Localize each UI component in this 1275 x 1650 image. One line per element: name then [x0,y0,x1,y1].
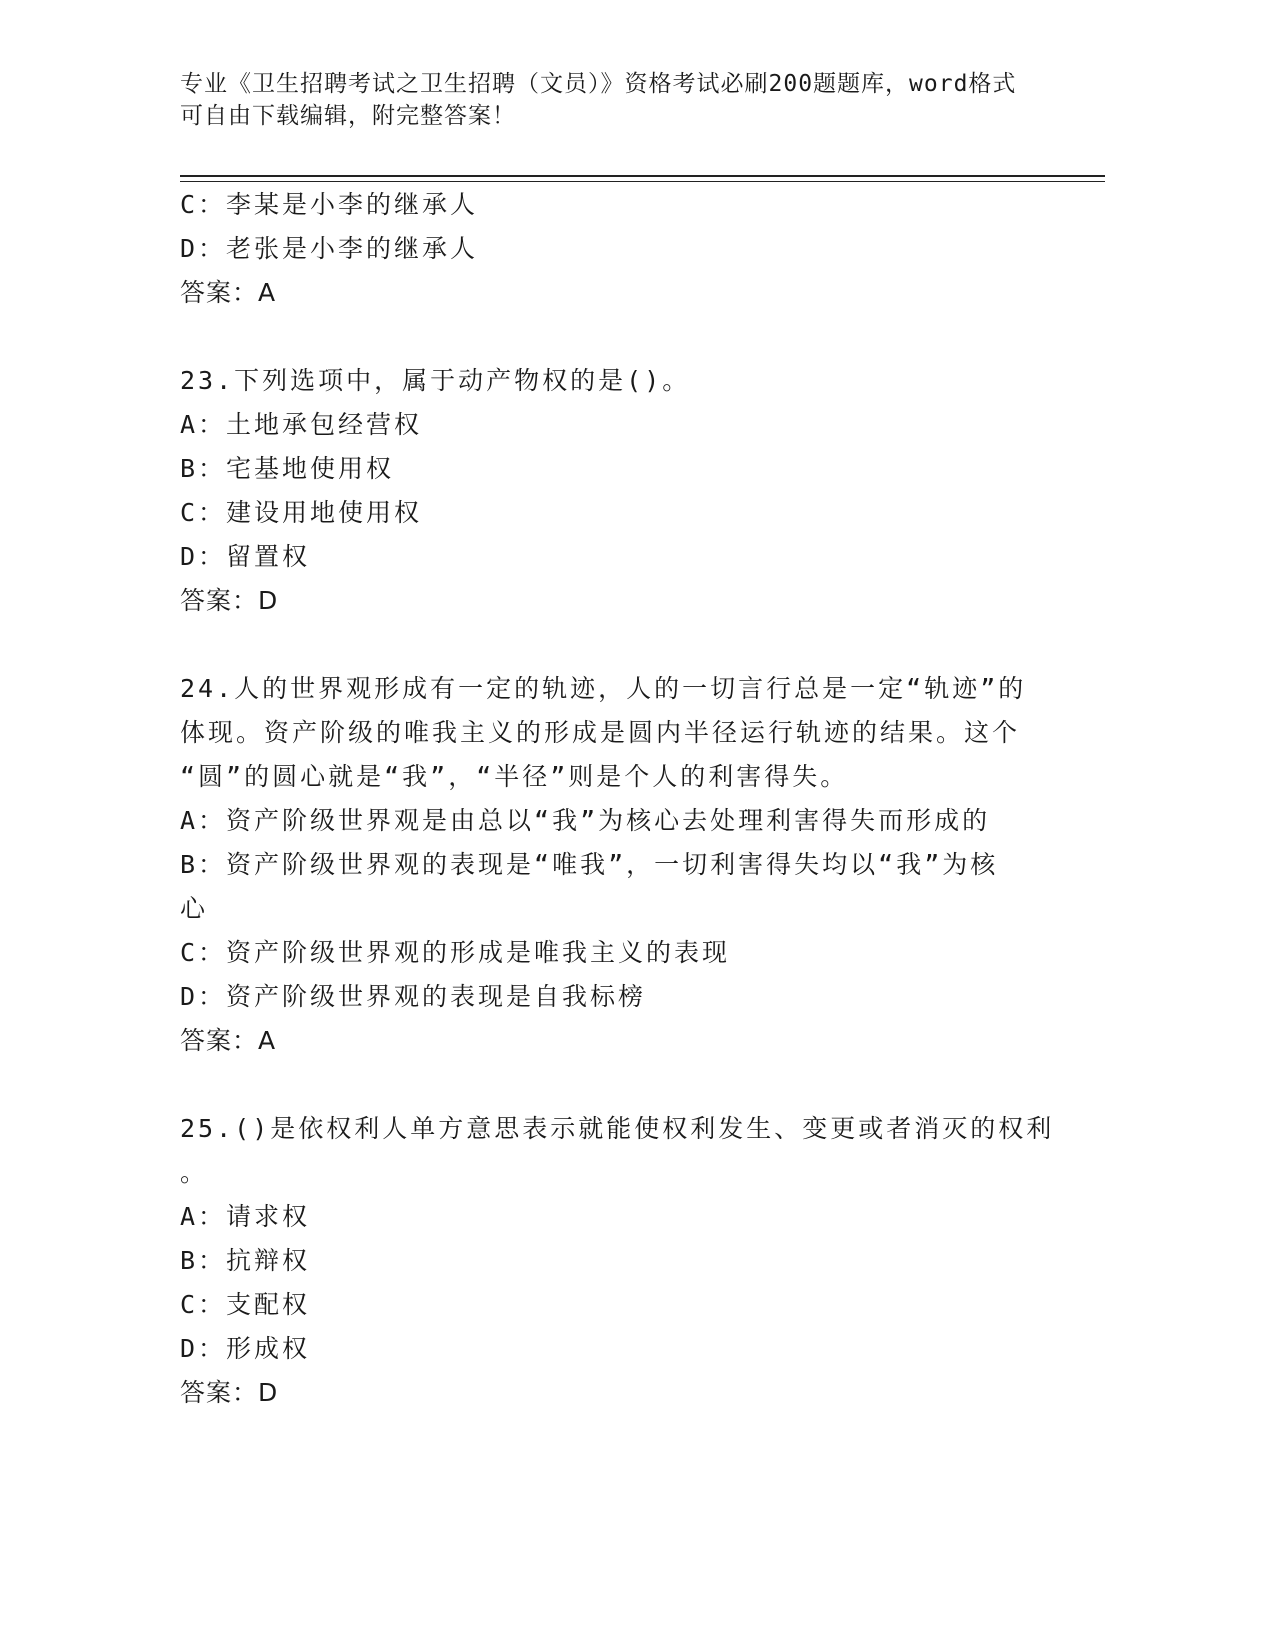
spacer [180,623,1040,667]
question-stem-line: 24.人的世界观形成有一定的轨迹，人的一切言行总是一定“轨迹”的 [180,674,1027,703]
question-stem-line: 体现。资产阶级的唯我主义的形成是圆内半径运行轨迹的结果。这个 [180,718,1021,747]
option-b: B：资产阶级世界观的表现是“唯我”，一切利害得失均以“我”为核 [180,850,999,879]
spacer [180,1063,1040,1107]
option-c: C：建设用地使用权 [180,498,423,527]
option-a: A：资产阶级世界观是由总以“我”为核心去处理利害得失而形成的 [180,806,991,835]
option-d: D：老张是小李的继承人 [180,234,479,263]
answer-line: 答案：D [180,1378,279,1407]
question-block-25 [180,1107,1055,1415]
option-a: A：请求权 [180,1202,311,1231]
question-block-23 [180,359,1040,623]
document-header [180,68,1040,132]
answer-line: 答案：D [180,586,279,615]
answer-line: 答案：A [180,278,277,307]
answer-line: 答案：A [180,1026,277,1055]
question-stem-line: 25.()是依权利人单方意思表示就能使权利发生、变更或者消灭的权利 [180,1114,1055,1143]
option-d: D：资产阶级世界观的表现是自我标榜 [180,982,647,1011]
header-line-1: 专业《卫生招聘考试之卫生招聘（文员）》资格考试必刷200题题库，word格式 [180,71,1017,97]
option-a: A：土地承包经营权 [180,410,423,439]
question-stem: 23.下列选项中，属于动产物权的是()。 [180,366,691,395]
option-b-continued: 心 [180,894,209,923]
option-d: D：留置权 [180,542,311,571]
question-block-24 [180,667,1040,1063]
option-c: C：资产阶级世界观的形成是唯我主义的表现 [180,938,731,967]
option-c: C：李某是小李的继承人 [180,190,479,219]
header-line-2: 可自由下载编辑，附完整答案！ [180,103,516,129]
option-b: B：抗辩权 [180,1246,311,1275]
option-c: C：支配权 [180,1290,311,1319]
spacer [180,315,1040,359]
option-d: D：形成权 [180,1334,311,1363]
header-divider-thick [180,175,1105,177]
question-list [180,183,1055,1415]
question-stem-line: 。 [180,1158,209,1187]
question-stem-line: “圆”的圆心就是“我”，“半径”则是个人的利害得失。 [180,762,849,791]
header-divider-thin [180,181,1105,182]
option-b: B：宅基地使用权 [180,454,395,483]
question-block-22 [180,183,1040,315]
